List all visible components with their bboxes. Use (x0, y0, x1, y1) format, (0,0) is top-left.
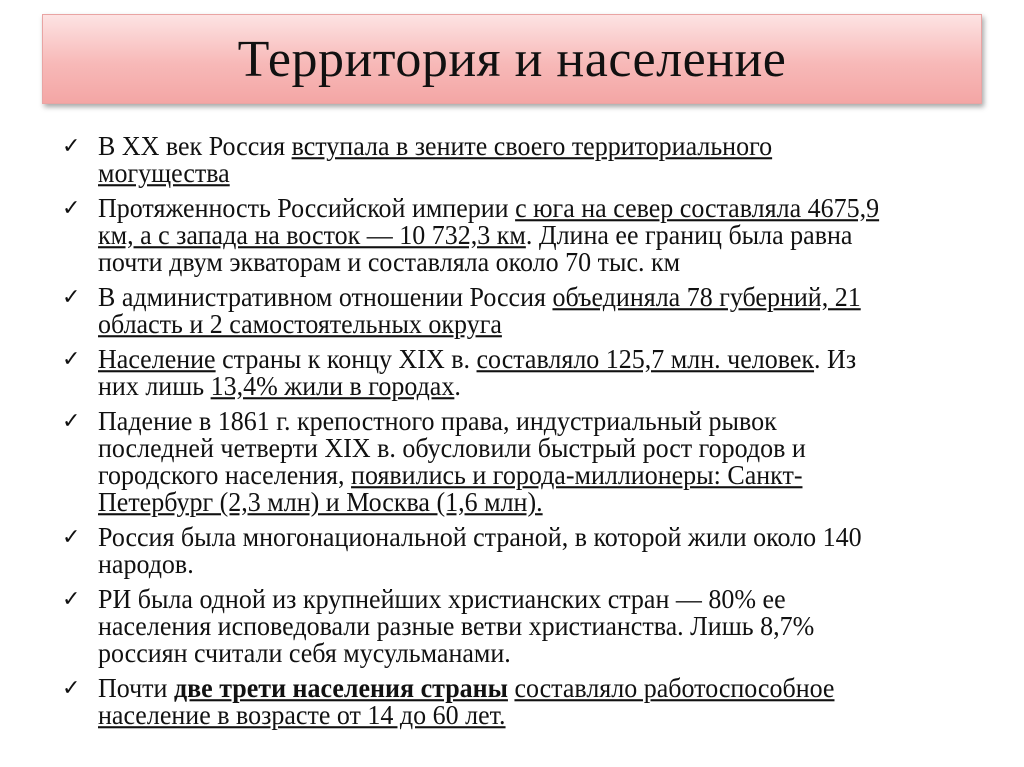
bullet-line (98, 248, 982, 276)
underlined-text: составляло 125,7 млн. человек (476, 343, 815, 375)
bullet-line (98, 701, 982, 729)
text-segment: россиян считали себя мусульманами. (98, 637, 511, 669)
checkmark-icon: ✓ (62, 347, 81, 372)
text-segment: Протяженность Российской империи (98, 192, 516, 224)
bullet-item (62, 672, 982, 731)
bullet-item (62, 521, 982, 580)
bullet-line (98, 194, 982, 222)
bullet-line (98, 674, 982, 702)
text-segment: . (454, 370, 461, 402)
bullet-line (98, 488, 982, 516)
bullet-line (98, 550, 982, 578)
bullet-item (62, 343, 982, 402)
underlined-text: две трети населения страны (173, 672, 508, 704)
bullet-line (98, 221, 982, 249)
underlined-text: составляло работоспособное (514, 672, 835, 704)
underlined-text: с юга на север составляла 4675,9 (515, 192, 880, 224)
checkmark-icon: ✓ (62, 587, 81, 612)
text-segment: населения исповедовали разные ветви христианства. Лишь 8,7% (98, 610, 815, 642)
text-segment: РИ была одной из крупнейших христианских стран — 80% ее (98, 583, 786, 615)
text-segment: В административном отношении Россия (98, 281, 553, 313)
bullet-line (98, 434, 982, 462)
text-segment: почти двум экваторам и составляла около 70 тыс. км (98, 246, 681, 278)
text-segment: народов. (98, 548, 194, 580)
bullet-item (62, 130, 982, 189)
bullet-item (62, 405, 982, 518)
text-segment: Почти (98, 672, 174, 704)
slide-title: Территория и население (237, 30, 787, 88)
checkmark-icon: ✓ (62, 676, 81, 701)
text-segment: городского населения, (98, 459, 352, 491)
bullet-line (98, 639, 982, 667)
text-segment: последней четверти XIX в. обусловили быстрый рост городов и (98, 432, 806, 464)
bullet-line (98, 283, 982, 311)
bullet-line (98, 612, 982, 640)
text-segment: . Из (814, 343, 857, 375)
checkmark-icon: ✓ (62, 285, 81, 310)
bullet-line (98, 345, 982, 373)
underlined-text: могущества (98, 157, 230, 189)
text-segment: них лишь (98, 370, 211, 402)
bullet-line (98, 159, 982, 187)
bullet-line (98, 461, 982, 489)
underlined-text: вступала в зените своего территориального (291, 130, 773, 162)
underlined-text: область и 2 самостоятельных округа (98, 308, 502, 340)
bullet-line (98, 132, 982, 160)
text-segment: Падение в 1861 г. крепостного права, индустриальный рывок (98, 405, 777, 437)
text-segment: страны к концу XIX в. (215, 343, 477, 375)
bullet-item (62, 192, 982, 278)
checkmark-icon: ✓ (62, 525, 81, 550)
bullet-line (98, 407, 982, 435)
bullet-item (62, 583, 982, 669)
checkmark-icon: ✓ (62, 409, 81, 434)
underlined-text: 13,4% жили в городах (210, 370, 455, 402)
underlined-text: Население (98, 343, 216, 375)
text-segment: Россия была многонациональной страной, в которой жили около 140 (98, 521, 862, 553)
bullet-list (62, 132, 982, 736)
bullet-line (98, 310, 982, 338)
underlined-text: объединяла 78 губерний, 21 (552, 281, 861, 313)
title-box (42, 14, 982, 104)
checkmark-icon: ✓ (62, 196, 81, 221)
text-segment: . Длина ее границ была равна (525, 219, 853, 251)
underlined-text: появились и города-миллионеры: Санкт- (351, 459, 803, 491)
bullet-line (98, 585, 982, 613)
underlined-text: Петербург (2,3 млн) и Москва (1,6 млн). (98, 486, 543, 518)
bullet-line (98, 523, 982, 551)
bullet-item (62, 281, 982, 340)
underlined-text: км, а с запада на восток — 10 732,3 км (98, 219, 526, 251)
text-segment: В XX век Россия (98, 130, 292, 162)
bullet-line (98, 372, 982, 400)
checkmark-icon: ✓ (62, 134, 81, 159)
underlined-text: население в возрасте от 14 до 60 лет. (98, 699, 506, 731)
